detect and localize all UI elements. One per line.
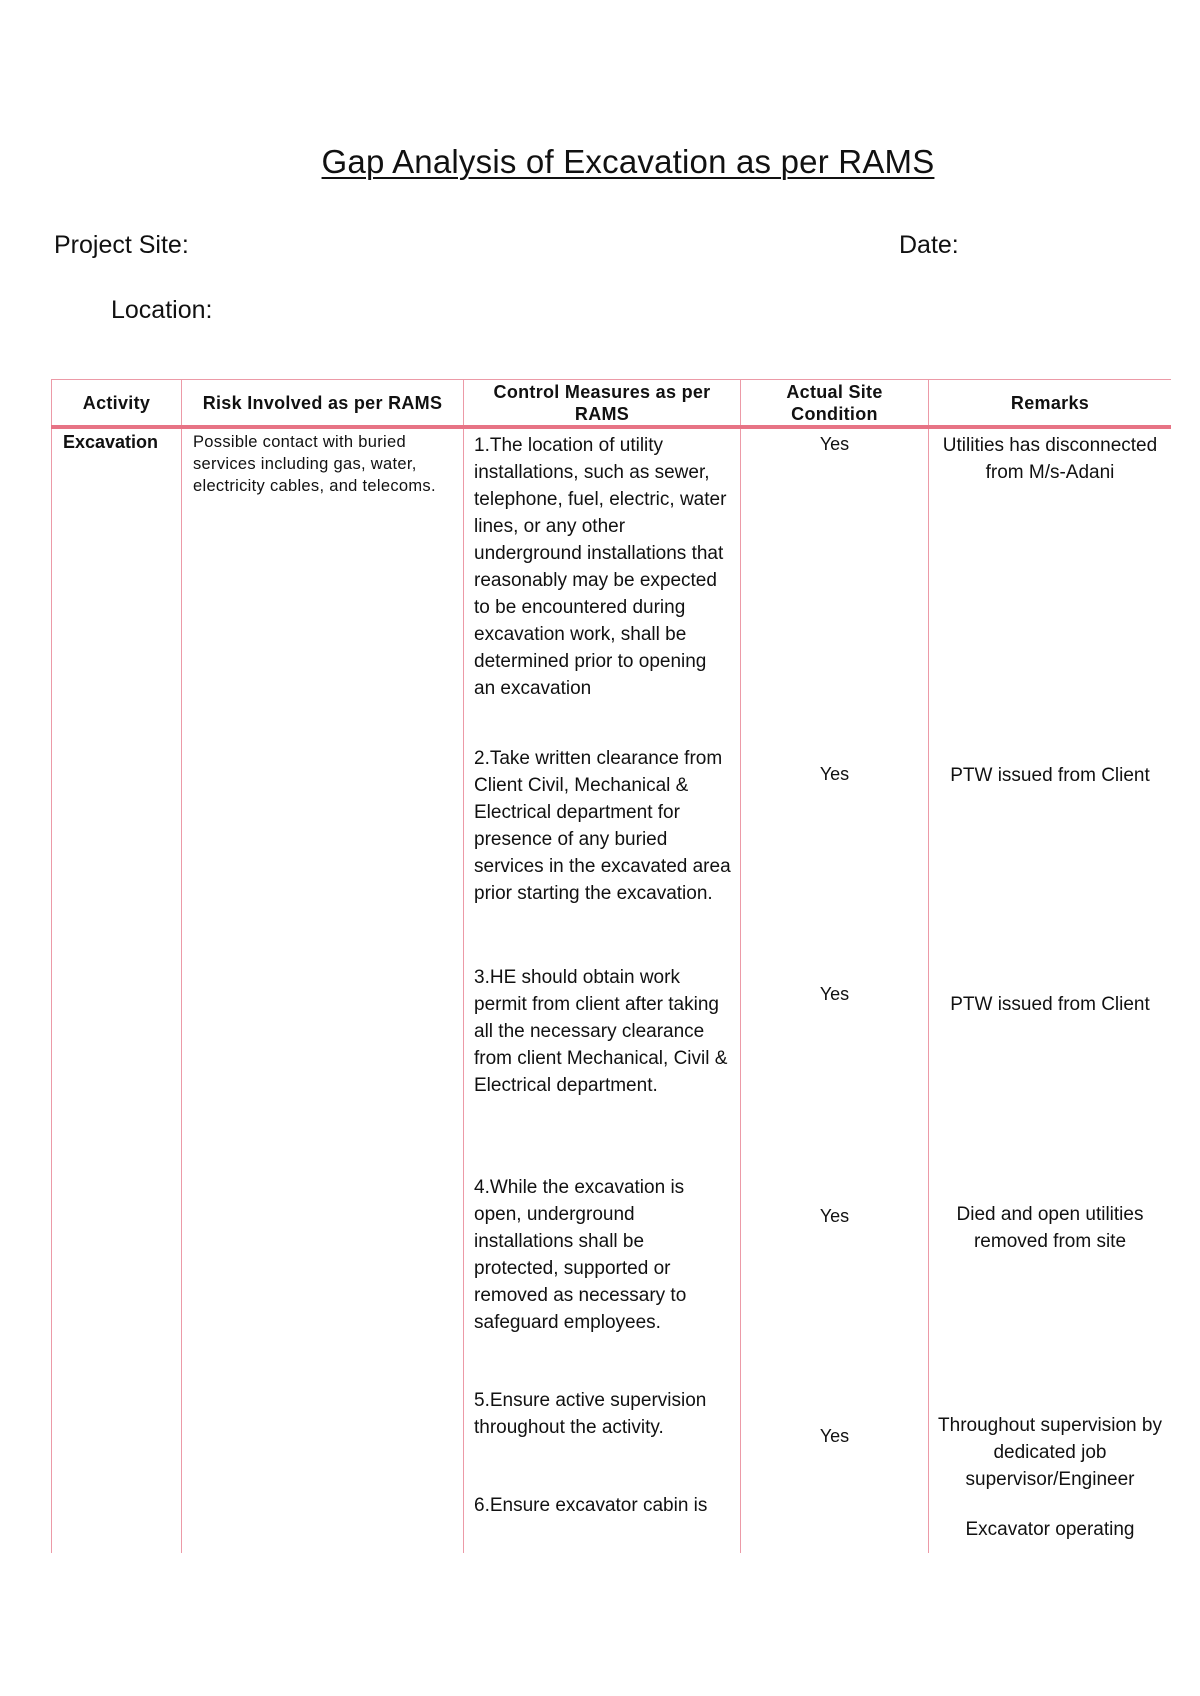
gap-analysis-table-container bbox=[51, 379, 1171, 1553]
project-site-label: Project Site: bbox=[54, 231, 189, 259]
control-measures-cell bbox=[464, 427, 741, 1553]
remark-5: Throughout supervision by dedicated job supervisor/Engineer bbox=[938, 1415, 1162, 1490]
remark-2: PTW issued from Client bbox=[950, 765, 1150, 786]
remarks-cell bbox=[929, 427, 1172, 1553]
page-title: Gap Analysis of Excavation as per RAMS bbox=[321, 143, 935, 180]
site-condition-4: Yes bbox=[819, 1206, 850, 1226]
risk-text: Possible contact with buried services including gas, water, electricity cables, and telecoms. bbox=[193, 433, 436, 495]
site-condition-cell bbox=[741, 427, 929, 1553]
header-risk: Risk Involved as per RAMS bbox=[182, 380, 464, 428]
control-measure-4: 4.While the excavation is open, underground installations shall be protected, supported or removed as necessary to safeguard employees. bbox=[474, 1177, 687, 1333]
site-condition-3: Yes bbox=[819, 984, 850, 1004]
control-measure-5: 5.Ensure active supervision throughout the activity. bbox=[474, 1390, 707, 1438]
site-condition-2: Yes bbox=[819, 764, 850, 784]
header-control-measures: Control Measures as per RAMS bbox=[464, 380, 741, 428]
control-measure-2: 2.Take written clearance from Client Civil, Mechanical & Electrical department for presence of any buried services in the excavated area prior starting the excavation. bbox=[474, 748, 731, 904]
remark-3: PTW issued from Client bbox=[950, 994, 1150, 1015]
remark-1: Utilities has disconnected from M/s-Adani bbox=[942, 435, 1158, 483]
header-remarks: Remarks bbox=[929, 380, 1172, 428]
gap-analysis-table bbox=[51, 379, 1171, 1553]
risk-cell bbox=[182, 427, 464, 1553]
control-measure-3: 3.HE should obtain work permit from client after taking all the necessary clearance from client Mechanical, Civil & Electrical department. bbox=[474, 967, 728, 1096]
header-activity: Activity bbox=[52, 380, 182, 428]
remark-6: Excavator operating bbox=[965, 1519, 1135, 1540]
table-header-row bbox=[52, 380, 1172, 428]
activity-cell bbox=[52, 427, 182, 1553]
location-label: Location: bbox=[111, 296, 213, 324]
date-label: Date: bbox=[899, 231, 959, 259]
activity-text: Excavation bbox=[63, 432, 159, 452]
site-condition-5: Yes bbox=[819, 1426, 850, 1446]
remark-4: Died and open utilities removed from site bbox=[956, 1204, 1144, 1252]
control-measure-1: 1.The location of utility installations, such as sewer, telephone, fuel, electric, water lines, or any other underground installations that reasonably may be expected to be encountered during excavation work, shall be determined prior to opening an excavation bbox=[474, 435, 727, 699]
table-row bbox=[52, 427, 1172, 1553]
site-condition-1: Yes bbox=[819, 434, 850, 454]
header-actual-site-condition: Actual Site Condition bbox=[741, 380, 929, 428]
control-measure-6: 6.Ensure excavator cabin is bbox=[474, 1495, 708, 1516]
